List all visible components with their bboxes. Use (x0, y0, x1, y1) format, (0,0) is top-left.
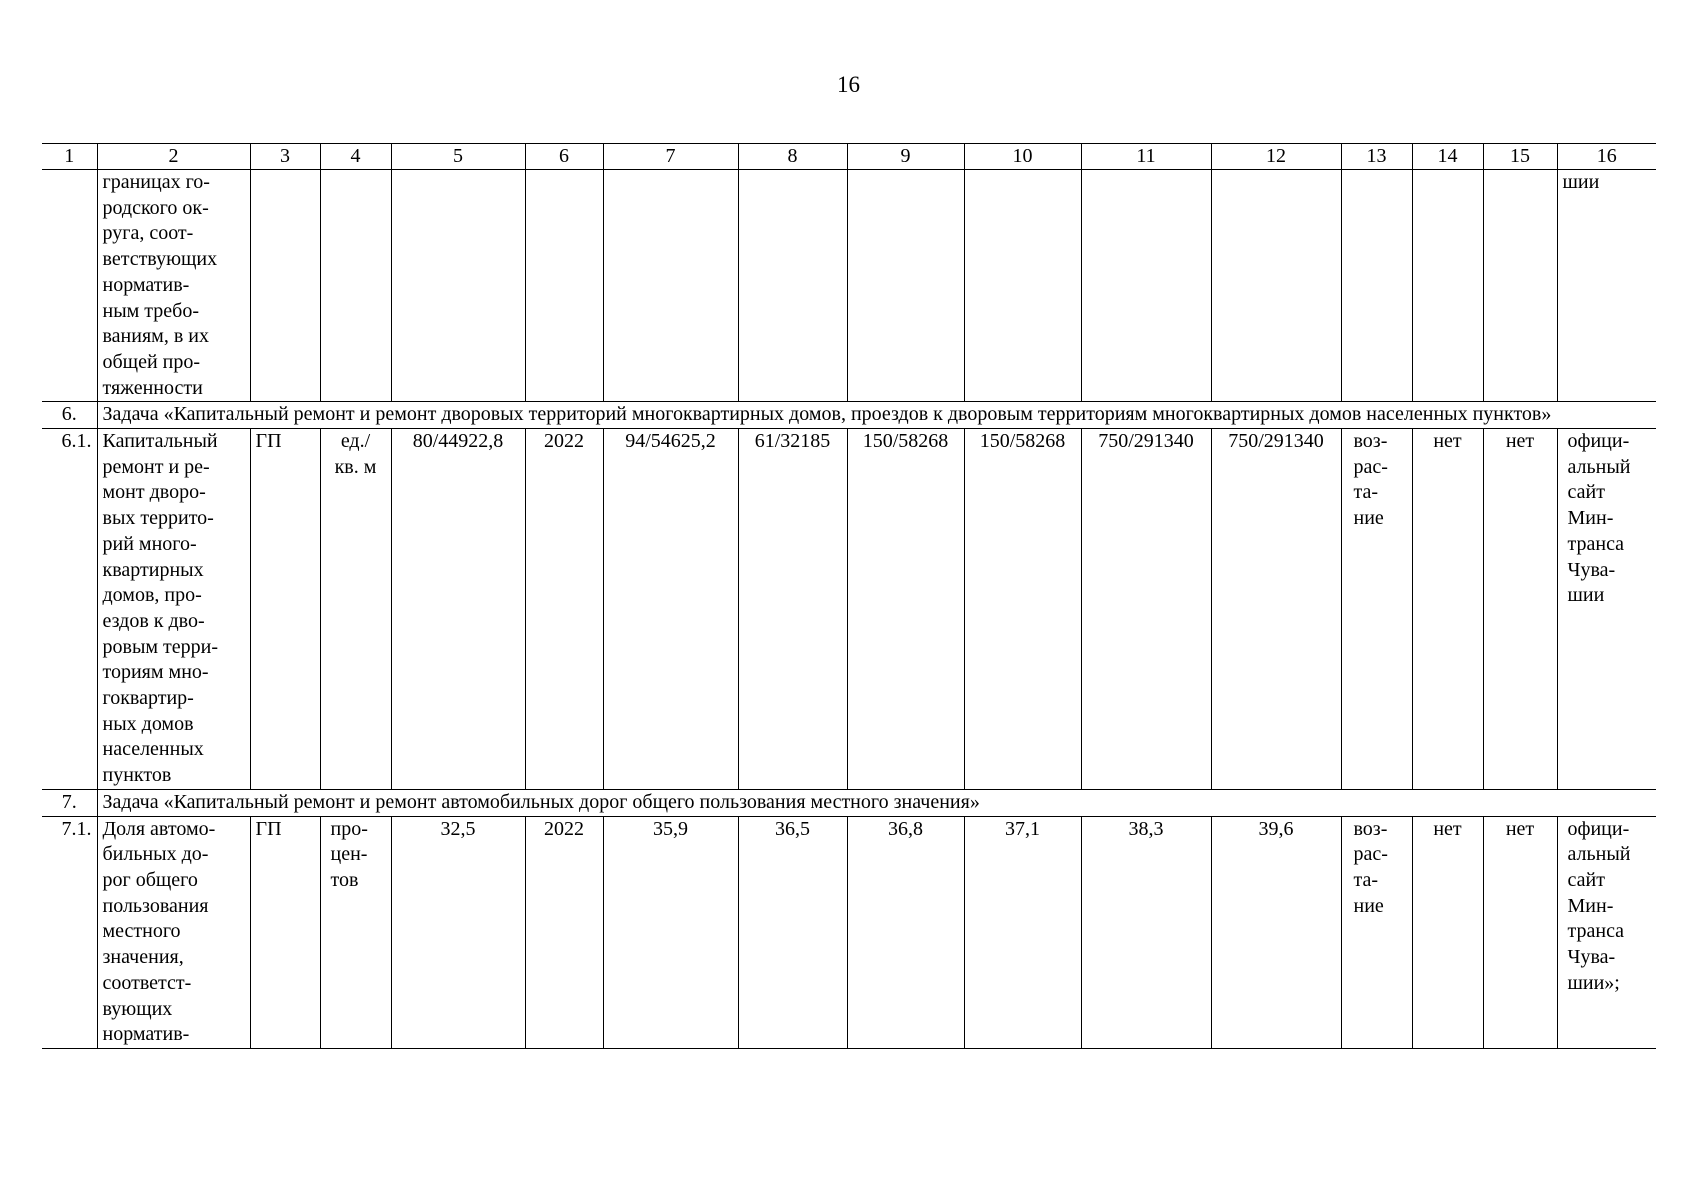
value-col12: 750/291340 (1211, 429, 1341, 790)
indicator-name: Капитальный ремонт и ре- монт дворо- вых террито- рий много- квартирных домов, про- ездов к дво- ровым терри- ториям мно- гоквартир- ных домов населенных пунктов (97, 429, 250, 790)
base-year: 2022 (525, 816, 603, 1048)
header-cell: 11 (1081, 144, 1211, 170)
row-number: 6.1. (42, 429, 97, 790)
value-col15: нет (1483, 429, 1557, 790)
value-col12: 39,6 (1211, 816, 1341, 1048)
header-cell: 5 (391, 144, 525, 170)
indicators-table (42, 143, 1656, 1049)
indicator-name-continued: границах го- родского ок- руга, соот- ветствующих норматив- ным требо- ваниям, в их общей про- тяженности (97, 170, 250, 402)
value-col9: 36,8 (847, 816, 964, 1048)
header-cell: 6 (525, 144, 603, 170)
unit: про- цен- тов (320, 816, 391, 1048)
header-cell: 8 (738, 144, 847, 170)
value-col5: 80/44922,8 (391, 429, 525, 790)
value-col8: 36,5 (738, 816, 847, 1048)
task-title: Задача «Капитальный ремонт и ремонт автомобильных дорог общего пользования местного значения» (97, 789, 1656, 816)
program-type: ГП (250, 429, 320, 790)
trend: воз- рас- та- ние (1341, 429, 1412, 790)
header-cell: 1 (42, 144, 97, 170)
page-number: 16 (837, 72, 860, 97)
table-row (42, 816, 1656, 1048)
value-col5: 32,5 (391, 816, 525, 1048)
header-cell: 10 (964, 144, 1081, 170)
indicator-name: Доля автомо- бильных до- рог общего пользования местного значения, соответст- вующих норматив- (97, 816, 250, 1048)
header-cell: 3 (250, 144, 320, 170)
trend: воз- рас- та- ние (1341, 816, 1412, 1048)
value-col15: нет (1483, 816, 1557, 1048)
value-col9: 150/58268 (847, 429, 964, 790)
header-cell: 2 (97, 144, 250, 170)
base-year: 2022 (525, 429, 603, 790)
task-title: Задача «Капитальный ремонт и ремонт дворовых территорий многоквартирных домов, проездов к дворовым территориям многоквартирных домов населенных пунктов» (97, 402, 1656, 429)
value-col7: 35,9 (603, 816, 738, 1048)
continuation-row (42, 170, 1656, 402)
task-number: 7. (42, 789, 97, 816)
header-cell: 15 (1483, 144, 1557, 170)
value-col10: 37,1 (964, 816, 1081, 1048)
header-cell: 9 (847, 144, 964, 170)
source-continued: шии (1557, 170, 1656, 402)
data-source: офици- альный сайт Мин- транса Чува- шии»; (1557, 816, 1656, 1048)
value-col14: нет (1412, 429, 1483, 790)
value-col14: нет (1412, 816, 1483, 1048)
header-cell: 16 (1557, 144, 1656, 170)
value-col7: 94/54625,2 (603, 429, 738, 790)
row-number: 7.1. (42, 816, 97, 1048)
header-cell: 13 (1341, 144, 1412, 170)
value-col11: 38,3 (1081, 816, 1211, 1048)
value-col10: 150/58268 (964, 429, 1081, 790)
task-row (42, 789, 1656, 816)
table-header-row (42, 144, 1656, 170)
task-number: 6. (42, 402, 97, 429)
unit: ед./ кв. м (320, 429, 391, 790)
value-col11: 750/291340 (1081, 429, 1211, 790)
value-col8: 61/32185 (738, 429, 847, 790)
data-source: офици- альный сайт Мин- транса Чува- шии (1557, 429, 1656, 790)
header-cell: 4 (320, 144, 391, 170)
task-row (42, 402, 1656, 429)
program-type: ГП (250, 816, 320, 1048)
header-cell: 12 (1211, 144, 1341, 170)
table-row (42, 429, 1656, 790)
header-cell: 7 (603, 144, 738, 170)
header-cell: 14 (1412, 144, 1483, 170)
